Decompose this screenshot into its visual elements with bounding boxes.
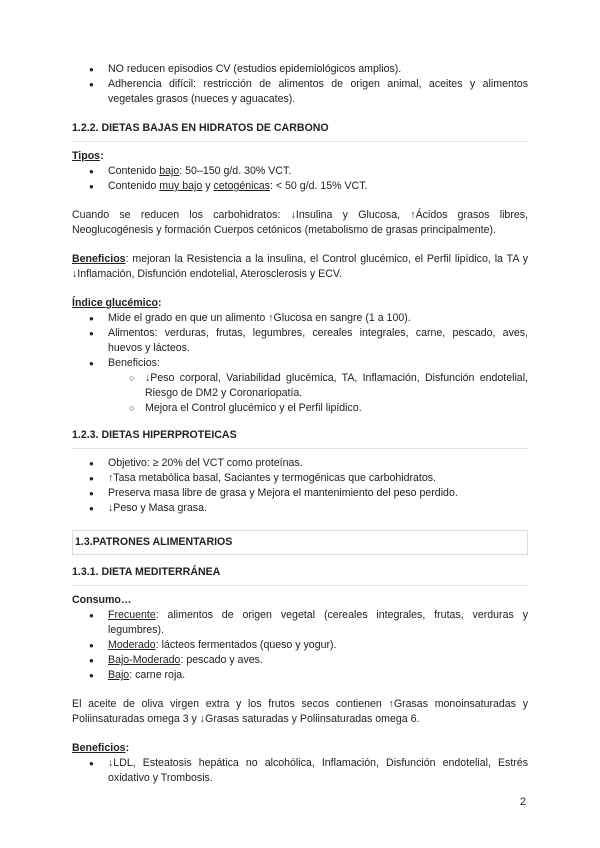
document-page	[72, 62, 528, 786]
list-item: ● Contenido muy bajo y cetogénicas: < 50 g/d. 15% VCT.	[72, 179, 528, 194]
list-item: ● Bajo: carne roja.	[72, 668, 528, 683]
list-item: ● NO reducen episodios CV (estudios epidemiológicos amplios).	[72, 62, 528, 77]
list-item: ● Preserva masa libre de grasa y Mejora el mantenimiento del peso perdido.	[72, 486, 528, 501]
list-item: ● Objetivo: ≥ 20% del VCT como proteínas.	[72, 456, 528, 471]
list-item: ● ↓LDL, Esteatosis hepática no alcohólica, Inflamación, Disfunción endotelial, Estrés oxidativo y Trombosis.	[72, 756, 528, 786]
section-heading-1-2-2: 1.2.2. DIETAS BAJAS EN HIDRATOS DE CARBONO	[72, 121, 528, 142]
section-heading-1-2-3: 1.2.3. DIETAS HIPERPROTEICAS	[72, 428, 528, 449]
list-item: ● Adherencia difícil: restricción de alimentos de origen animal, aceites y alimentos vegetales grasos (nueces y aguacates).	[72, 77, 528, 107]
aceite-oliva-paragraph: El aceite de oliva virgen extra y los frutos secos contienen ↑Grasas monoinsaturadas y Poliinsaturadas omega 3 y ↓Grasas saturadas y Poliinsaturadas omega 6.	[72, 698, 528, 725]
hiperproteicas-list	[72, 456, 528, 516]
beneficios-label: Beneficios:	[72, 742, 130, 754]
indice-glucemico-label: Índice glucémico:	[72, 297, 162, 309]
list-item: ● Contenido bajo: 50–150 g/d. 30% VCT.	[72, 164, 528, 179]
list-item: ● Moderado: lácteos fermentados (queso y yogur).	[72, 638, 528, 653]
tipos-list	[72, 164, 528, 194]
tipos-label: Tipos:	[72, 150, 104, 162]
beneficios-paragraph: Beneficios: mejoran la Resistencia a la insulina, el Control glucémico, el Perfil lipídico, la TA y ↓Inflamación, Disfunción endotelial, Aterosclerosis y ECV.	[72, 253, 528, 280]
beneficios-sublist	[108, 371, 528, 416]
list-item: ● Beneficios: ○ ↓Peso corporal, Variabilidad glucémica, TA, Inflamación, Disfunción endotelial, Riesgo de DM2 y Coronariopatía. ○ Mejora el Control glucémico y el Perfil lipídico.	[72, 356, 528, 416]
sub-list-item: ○ ↓Peso corporal, Variabilidad glucémica, TA, Inflamación, Disfunción endotelial, Riesgo de DM2 y Coronariopatía.	[72, 371, 528, 401]
list-item: ● ↑Tasa metabólica basal, Saciantes y termogénicas que carbohidratos.	[72, 471, 528, 486]
list-item: ● Mide el grado en que un alimento ↑Glucosa en sangre (1 a 100).	[72, 311, 528, 326]
list-item: ● Frecuente: alimentos de origen vegetal (cereales integrales, frutas, verduras y legumbres).	[72, 608, 528, 638]
top-bullet-list	[72, 62, 528, 107]
beneficios-list	[72, 756, 528, 786]
list-item: ● ↓Peso y Masa grasa.	[72, 501, 528, 516]
section-heading-1-3-1: 1.3.1. DIETA MEDITERRÁNEA	[72, 565, 528, 586]
section-heading-1-3: 1.3.PATRONES ALIMENTARIOS	[72, 530, 528, 555]
indice-list	[72, 311, 528, 416]
page-number: 2	[519, 796, 526, 808]
list-item: ● Alimentos: verduras, frutas, legumbres, cereales integrales, carne, pescado, aves, huevos y lácteos.	[72, 326, 528, 356]
sub-list-item: ○ Mejora el Control glucémico y el Perfil lipídico.	[72, 401, 528, 416]
consumo-list	[72, 608, 528, 683]
carbohidratos-paragraph: Cuando se reducen los carbohidratos: ↓Insulina y Glucosa, ↑Ácidos grasos libres, Neoglucogénesis y formación Cuerpos cetónicos (metabolismo de grasas principalmente).	[72, 209, 528, 236]
consumo-label: Consumo…	[72, 594, 132, 606]
list-item: ● Bajo-Moderado: pescado y aves.	[72, 653, 528, 668]
